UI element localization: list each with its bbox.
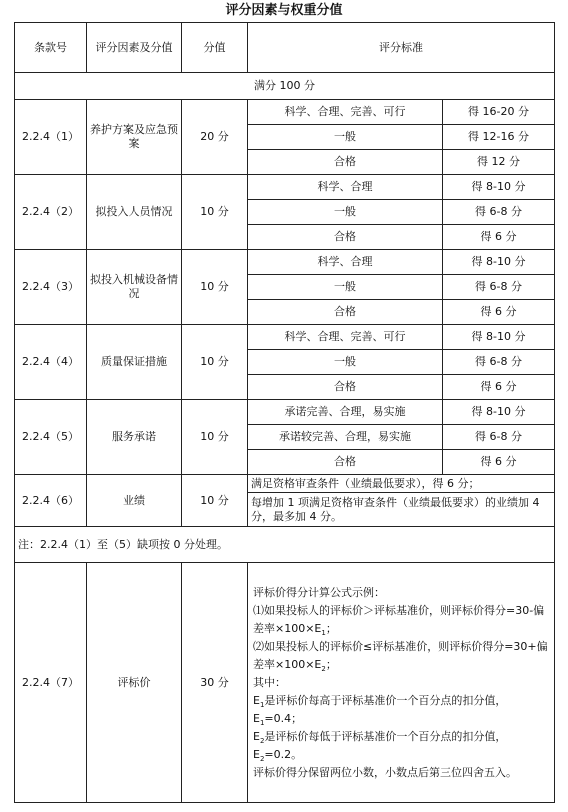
criteria-level: 合格 <box>248 225 443 250</box>
criteria-points: 得 8-10 分 <box>443 250 555 275</box>
table-row <box>15 563 555 803</box>
header-standard: 评分标准 <box>248 23 555 73</box>
factor-cell: 业绩 <box>87 475 182 527</box>
criteria-level: 一般 <box>248 350 443 375</box>
criteria-points: 得 6 分 <box>443 300 555 325</box>
criteria-level: 科学、合理 <box>248 250 443 275</box>
criteria-points: 得 6-8 分 <box>443 275 555 300</box>
price-standard <box>248 563 555 803</box>
price-line-2: ⑴如果投标人的评标价＞评标基准价，则评标价得分=30-偏差率$\times 100\times E_1$； <box>253 603 545 637</box>
score-cell: 10 分 <box>182 250 248 325</box>
header-score: 分值 <box>182 23 248 73</box>
criteria-points: 得 12-16 分 <box>443 125 555 150</box>
factor-cell: 养护方案及应急预案 <box>87 100 182 175</box>
factor-cell: 评标价 <box>87 563 182 803</box>
full-score-row <box>15 73 555 100</box>
criteria-level: 合格 <box>248 375 443 400</box>
clause-cell: 2.2.4（6） <box>15 475 87 527</box>
criteria-level: 承诺完善、合理，易实施 <box>248 400 443 425</box>
clause-cell: 2.2.4（3） <box>15 250 87 325</box>
header-row <box>15 23 555 73</box>
clause-cell: 2.2.4（1） <box>15 100 87 175</box>
table-row <box>15 325 555 350</box>
scoring-table <box>14 22 555 803</box>
criteria-points: 得 6 分 <box>443 225 555 250</box>
note-row <box>15 527 555 563</box>
factor-cell: 拟投入人员情况 <box>87 175 182 250</box>
criteria-level: 科学、合理 <box>248 175 443 200</box>
performance-standard-1: 满足资格审查条件（业绩最低要求），得 6 分； <box>248 475 555 493</box>
performance-standard-2: 每增加 1 项满足资格审查条件（业绩最低要求）的业绩加 4 分，最多加 4 分。 <box>248 493 555 527</box>
criteria-points: 得 8-10 分 <box>443 400 555 425</box>
price-line-6: $E_2$是评标价每低于评标基准价一个百分点的扣分值， <box>253 729 507 745</box>
criteria-points: 得 16-20 分 <box>443 100 555 125</box>
criteria-points: 得 8-10 分 <box>443 325 555 350</box>
score-cell: 10 分 <box>182 325 248 400</box>
score-cell: 10 分 <box>182 175 248 250</box>
score-cell: 30 分 <box>182 563 248 803</box>
header-clause: 条款号 <box>15 23 87 73</box>
price-line-5b: $E_1=0.4$； <box>253 711 303 727</box>
factor-cell: 服务承诺 <box>87 400 182 475</box>
table-row <box>15 400 555 425</box>
price-line-7: 评标价得分保留两位小数，小数点后第三位四舍五入。 <box>253 765 517 779</box>
criteria-level: 承诺较完善、合理，易实施 <box>248 425 443 450</box>
table-row <box>15 175 555 200</box>
factor-cell: 拟投入机械设备情况 <box>87 250 182 325</box>
table-row <box>15 100 555 125</box>
factor-cell: 质量保证措施 <box>87 325 182 400</box>
price-line-6b: $E_2=0.2$。 <box>253 747 303 763</box>
criteria-level: 合格 <box>248 300 443 325</box>
criteria-points: 得 8-10 分 <box>443 175 555 200</box>
score-cell: 10 分 <box>182 400 248 475</box>
criteria-points: 得 6-8 分 <box>443 350 555 375</box>
table-row <box>15 250 555 275</box>
criteria-points: 得 6-8 分 <box>443 200 555 225</box>
price-line-4: 其中： <box>253 675 286 689</box>
clause-cell: 2.2.4（7） <box>15 563 87 803</box>
clause-cell: 2.2.4（2） <box>15 175 87 250</box>
criteria-points: 得 12 分 <box>443 150 555 175</box>
price-line-1: 评标价得分计算公式示例： <box>253 585 385 599</box>
criteria-points: 得 6-8 分 <box>443 425 555 450</box>
criteria-level: 一般 <box>248 125 443 150</box>
criteria-points: 得 6 分 <box>443 375 555 400</box>
criteria-level: 一般 <box>248 200 443 225</box>
note-text: 注：2.2.4（1）至（5）缺项按 0 分处理。 <box>15 527 555 563</box>
score-cell: 10 分 <box>182 475 248 527</box>
criteria-level: 合格 <box>248 450 443 475</box>
price-line-5: $E_1$是评标价每高于评标基准价一个百分点的扣分值， <box>253 693 507 709</box>
criteria-points: 得 6 分 <box>443 450 555 475</box>
score-cell: 20 分 <box>182 100 248 175</box>
criteria-level: 科学、合理、完善、可行 <box>248 100 443 125</box>
clause-cell: 2.2.4（5） <box>15 400 87 475</box>
header-factor: 评分因素及分值 <box>87 23 182 73</box>
full-score: 满分 100 分 <box>15 73 555 100</box>
criteria-level: 合格 <box>248 150 443 175</box>
table-row <box>15 475 555 493</box>
clause-cell: 2.2.4（4） <box>15 325 87 400</box>
criteria-level: 科学、合理、完善、可行 <box>248 325 443 350</box>
price-line-3: ⑵如果投标人的评标价≤评标基准价，则评标价得分=30+偏差率$\times 100\times E_2$； <box>253 639 548 673</box>
page-title: 评分因素与权重分值 <box>225 3 343 18</box>
criteria-level: 一般 <box>248 275 443 300</box>
